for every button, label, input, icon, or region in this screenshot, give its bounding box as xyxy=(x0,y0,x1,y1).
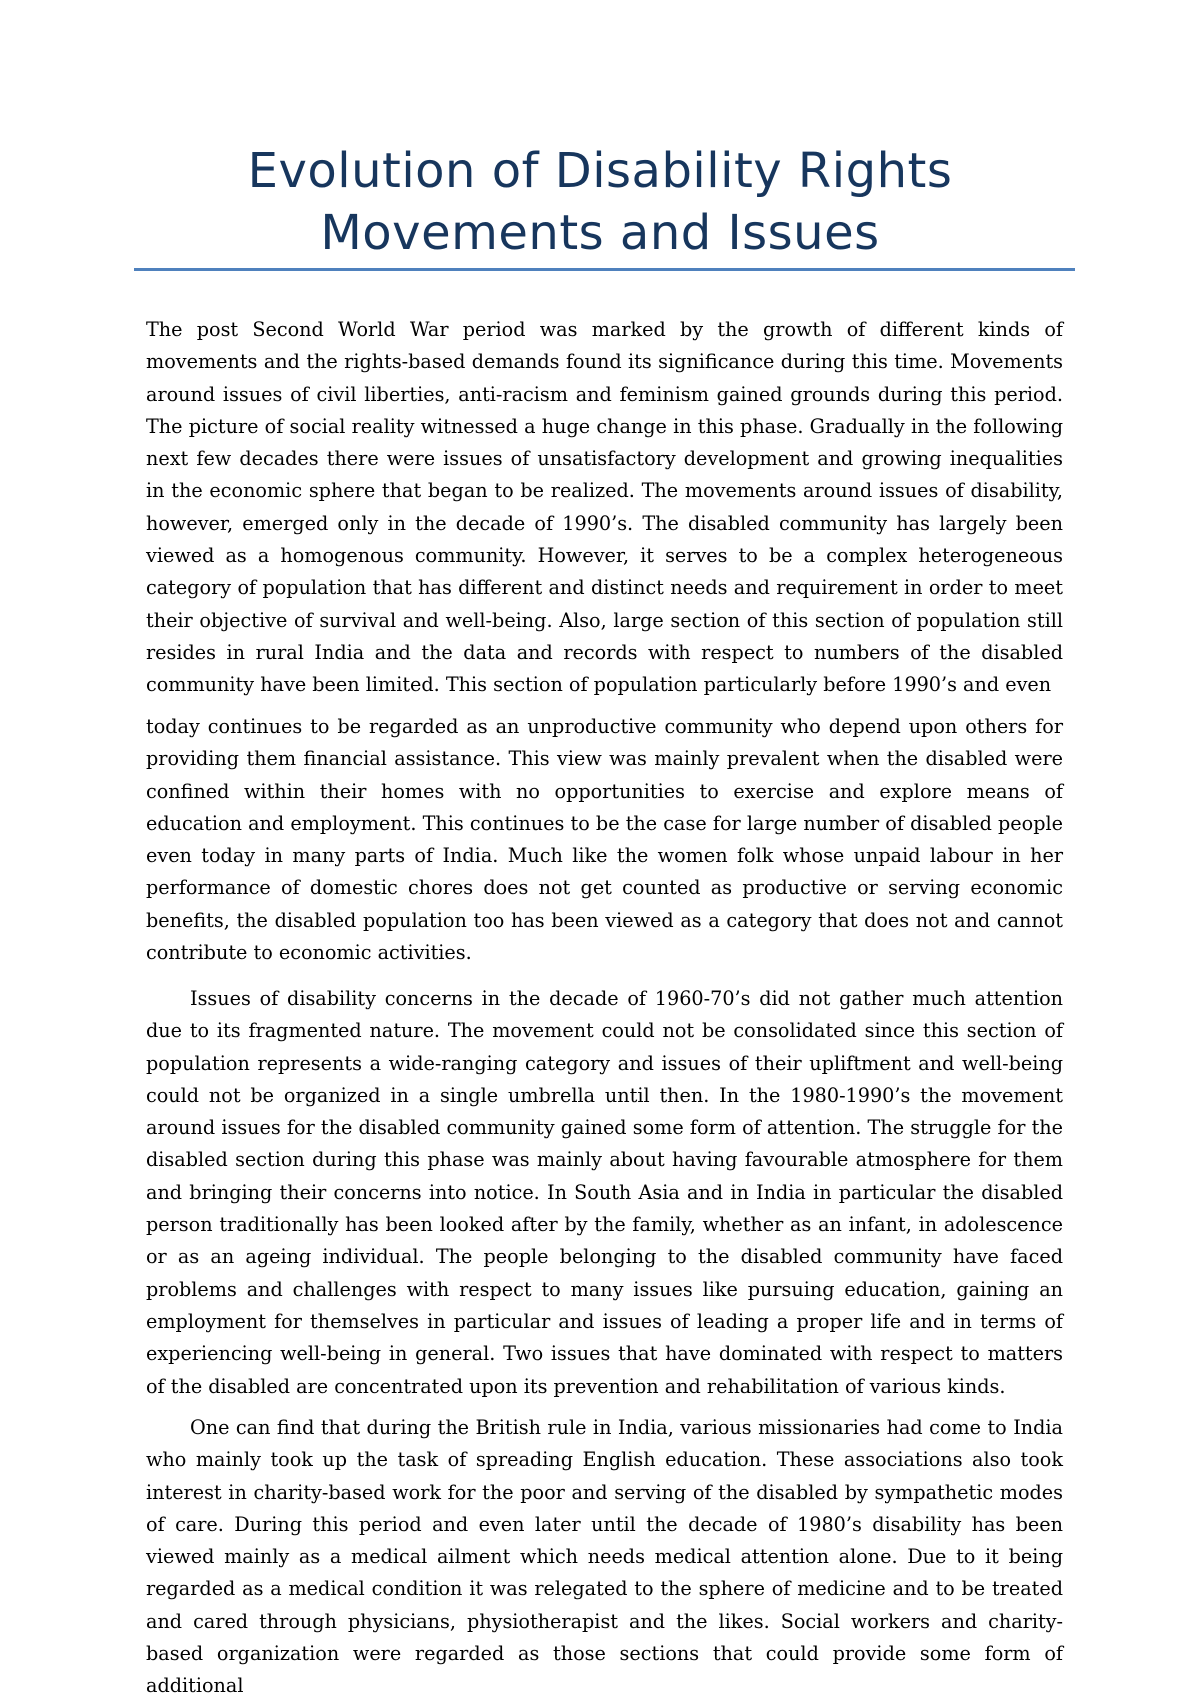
title-line-2: Movements and Issues xyxy=(320,205,880,261)
paragraph-2: Issues of disability concerns in the decade of 1960-70’s did not gather much attention due to its fragmented nature. The movement could not be consolidated since this section of population represents a wide-ranging category and issues of their upliftment and well-being could not be organized in a single umbrella until then. In the 1980-1990’s the movement around issues for the disabled community gained some form of attention. The struggle for the disabled section during this phase was mainly about having favourable atmosphere for them and bringing their concerns into notice. In South Asia and in India in particular the disabled person traditionally has been looked after by the family, whether as an infant, in adolescence or as an ageing individual. The people belonging to the disabled community have faced problems and challenges with respect to many issues like pursuing education, gaining an employment for themselves in particular and issues of leading a proper life and in terms of experiencing well-being in general. Two issues that have dominated with respect to matters of the disabled are concentrated upon its prevention and rehabilitation of various kinds. xyxy=(146,987,1063,1398)
paragraph-1-part-2: today continues to be regarded as an unproductive community who depend upon others for providing them financial assistance. This view was mainly prevalent when the disabled were confined within their homes with no opportunities to exercise and explore means of education and employment. This continues to be the case for large number of disabled people even today in many parts of India. Much like the women folk whose unpaid labour in her performance of domestic chores does not get counted as productive or serving economic benefits, the disabled population too has been viewed as a category that does not and cannot contribute to economic activities. xyxy=(146,715,1063,965)
page-title xyxy=(120,140,1080,264)
paragraph-1-part-1: The post Second World War period was marked by the growth of different kinds of movements and the rights-based demands found its significance during this time. Movements around issues of civil liberties, anti-racism and feminism gained grounds during this period. The picture of social reality witnessed a huge change in this phase. Gradually in the following next few decades there were issues of unsatisfactory development and growing inequalities in the economic sphere that began to be realized. The movements around issues of disability, however, emerged only in the decade of 1990’s. The disabled community has largely been viewed as a homogenous community. However, it serves to be a complex heterogeneous category of population that has different and distinct needs and requirement in order to meet their objective of survival and well-being. Also, large section of this section of population still resides in rural India and the data and records with respect to numbers of the disabled community have been limited. This section of population particularly before 1990’s and even xyxy=(146,318,1063,697)
paragraph-3: One can find that during the British rule in India, various missionaries had come to India who mainly took up the task of spreading English education. These associations also took interest in charity-based work for the poor and serving of the disabled by sympathetic modes of care. During this period and even later until the decade of 1980’s disability has been viewed mainly as a medical ailment which needs medical attention alone. Due to it being regarded as a medical condition it was relegated to the sphere of medicine and to be treated and cared through physicians, physiotherapist and the likes. Social workers and charity-based organization were regarded as those sections that could provide some form of additional xyxy=(146,1416,1063,1698)
title-line-1: Evolution of Disability Rights xyxy=(247,143,953,199)
title-underline-divider xyxy=(134,268,1075,271)
